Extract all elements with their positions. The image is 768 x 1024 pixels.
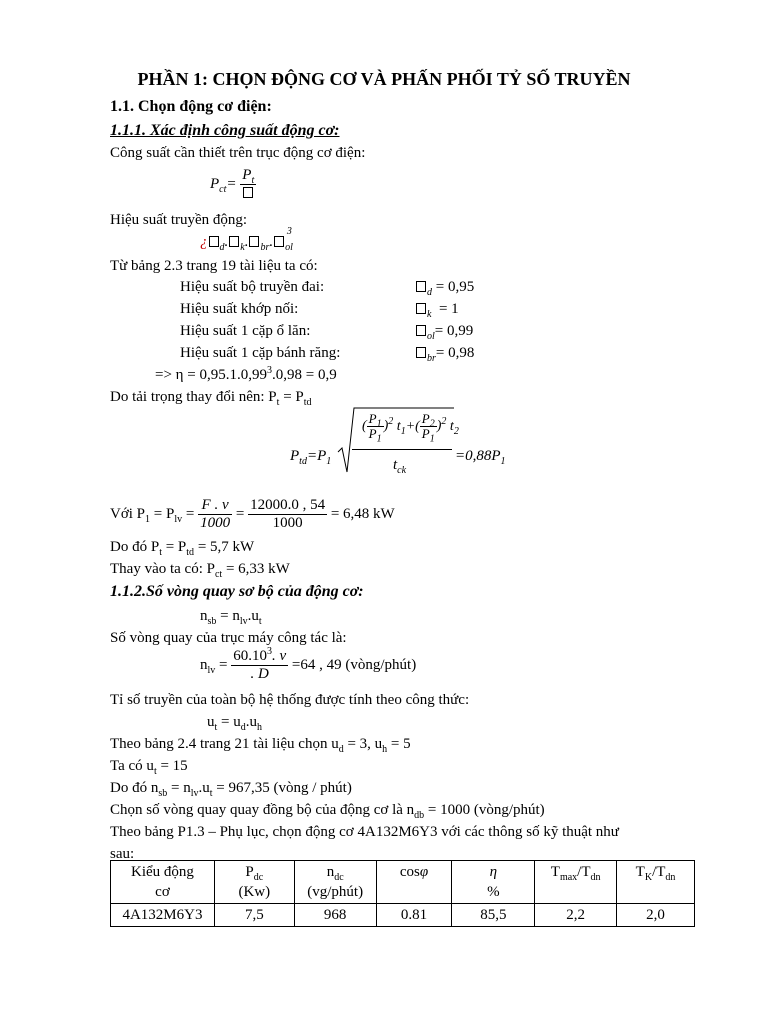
header-eta: η %	[452, 861, 535, 904]
ptd-formula-lhs: $P_{td}=P_1$	[290, 448, 332, 467]
section-heading-1-1: 1.1. Chọn động cơ điện:	[110, 98, 272, 115]
header-tmax: $T_{max}/T_{dn}$	[535, 861, 617, 904]
motor-spec-table	[110, 860, 695, 927]
efficiency-text: Hiệu suất truyền động:	[110, 212, 248, 228]
nsb-formula: $n_{sb} = n_{lv}.u_t$	[200, 608, 262, 627]
ptd-fraction-bar	[352, 449, 452, 450]
pct-formula: $P_{ct}=$ $P_t$	[210, 167, 256, 202]
page-title: PHẦN 1: CHỌN ĐỘNG CƠ VÀ PHẤN PHỐI TỶ SỐ TRUYỀN	[137, 69, 631, 89]
motor-selection-text-1: Theo bảng P1.3 – Phụ lục, chọn động cơ 4A132M6Y3 với các thông số kỹ thuật như	[110, 824, 619, 840]
ut-formula: $u_t = u_d.u_h$	[207, 714, 262, 733]
pct-value-line: Thay vào ta có: $P_{ct} = 6,33$ kW	[110, 561, 290, 580]
shaft-speed-text: Số vòng quay của trục máy công tác là:	[110, 630, 347, 646]
cell-motor-type: 4A132M6Y3	[111, 904, 215, 927]
section-heading-1-1-1: 1.1.1. Xác định công suất động cơ:	[110, 122, 340, 139]
eff-label-belt: Hiệu suất bộ truyền đai:	[180, 279, 325, 295]
nlv-formula: $n_{lv}$ = $\frac{60.10^3. v}{. D}$ =64 , 49 (vòng/phút)	[200, 646, 417, 682]
header-motor-type: Kiểu động cơ	[111, 861, 215, 904]
pt-value-line: Do đó $P_t = P_{td} = 5,7$ kW	[110, 539, 255, 558]
table-header-row	[111, 861, 695, 904]
eff-label-gear: Hiệu suất 1 cặp bánh răng:	[180, 345, 341, 361]
eff-label-coupling: Hiệu suất khớp nối:	[180, 301, 299, 317]
ptd-formula-denominator: $t_{ck}$	[393, 457, 407, 476]
section-heading-1-1-2: 1.1.2.Số vòng quay sơ bộ của động cơ:	[110, 583, 364, 600]
eff-value-belt: $_d$ = 0,95	[415, 278, 474, 296]
table-reference-text: Từ bảng 2.3 trang 19 tài liệu ta có:	[110, 258, 318, 274]
cell-pdc: 7,5	[214, 904, 294, 927]
eta-symbol-box	[243, 187, 253, 198]
eff-value-bearing: $_{ol}$= 0,99	[415, 322, 473, 340]
nsb-value-text: Do đó $n_{sb} = n_{lv}.u_t = 967,35$ (vòng / phút)	[110, 780, 352, 799]
eff-value-coupling: $_k$ = 1	[415, 300, 459, 318]
cell-tk: 2,0	[617, 904, 695, 927]
load-condition-text: Do tải trọng thay đổi nên: $P_t = P_{td}$	[110, 389, 312, 408]
p1-formula: Với $P_1 = P_{lv}$ = $\frac{F . v}{1000}$ = $\frac{12000.0 , 54}{1000}$ = 6,48 kW	[110, 497, 395, 531]
header-pdc: $P_{dc}$ (Kw)	[214, 861, 294, 904]
motor-selection-text-2: sau:	[110, 846, 135, 862]
header-ndc: $n_{dc}$ (vg/phút)	[294, 861, 376, 904]
eff-label-bearing: Hiệu suất 1 cặp ổ lăn:	[180, 323, 311, 339]
ndb-value-text: Chọn số vòng quay quay đồng bộ của động cơ là $n_{db} = 1000$ (vòng/phút)	[110, 802, 545, 821]
ptd-formula-result: $=0,88P_1$	[455, 448, 506, 467]
cell-tmax: 2,2	[535, 904, 617, 927]
eff-value-gear: $_{br}$= 0,98	[415, 344, 474, 362]
cell-ndc: 968	[294, 904, 376, 927]
cell-cosphi: 0.81	[376, 904, 452, 927]
required-power-text: Công suất cần thiết trên trục động cơ điện:	[110, 145, 366, 161]
header-tk: $T_K/T_{dn}$	[617, 861, 695, 904]
table-row	[111, 904, 695, 927]
ratio-text: Tỉ số truyền của toàn bộ hệ thống được tính theo công thức:	[110, 692, 470, 708]
eta-result: => $\eta = 0,95.1.0,99^3.0,98 = 0,9$	[155, 365, 337, 383]
header-cosphi: cosφ	[376, 861, 452, 904]
ud-uh-text: Theo bảng 2.4 trang 21 tài liệu chọn $u_d = 3$, $u_h = 5$	[110, 736, 411, 755]
eta-formula: ¿ $_d$. $_k$. $_{br}$. $_{ol}^3$	[200, 226, 293, 253]
cell-eta: 85,5	[452, 904, 535, 927]
ut-value-text: Ta có $u_t = 15$	[110, 758, 188, 777]
ptd-formula-numerator: ( $\frac{P_1}{P_1}$ )$^2$ $t_1+$( $\frac{P_2}{P_1}$ )$^2$ $t_2$	[362, 411, 459, 445]
